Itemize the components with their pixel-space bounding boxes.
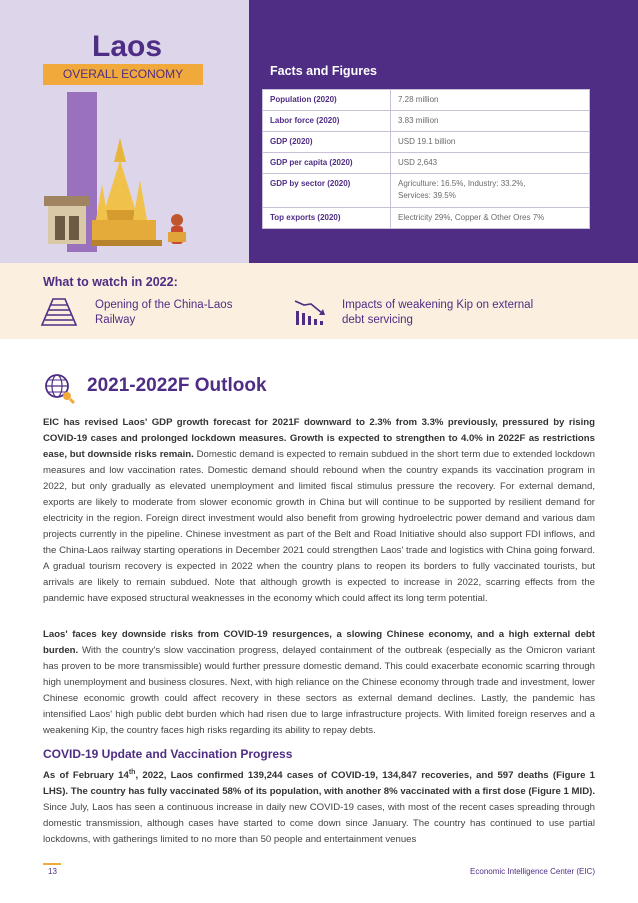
facts-title: Facts and Figures — [270, 64, 377, 78]
fact-label: Population (2020) — [263, 90, 391, 111]
watch-item-line: debt servicing — [342, 314, 413, 326]
facts-row — [263, 208, 590, 229]
paragraph-text: Domestic demand is expected to remain subdued in the short term due to extended lockdown measures and low vaccination rates. Domestic demand should rebound when the country expands its vaccination program in 2022, but only gradually as elevated unemployment and limited fiscal stimulus pressure the recovery. For external demand, exports are likely to moderate from slower economic growth in China but will continue to be supported by resilient demand for electricity in the region. Foreign direct investment would also benefit from growing hydroelectric power demand and various dam projects currently in the pipeline. Chinese investment as part of the Belt and Road Initiative should also support FDI inflows, and the China-Laos railway starting operations in December 2021 could strengthen Laos' trade and logistics with China going forward. A gradual tourism recovery is expected in 2022 when the country plans to reopen its borders to fully vaccinated tourists, but arrivals are likely to remain subdued. Note that although growth is expected to increase in 2022, scarring effects from the pandemic have exposed structural weaknesses in the economy which could affect its long term potential. — [43, 449, 596, 604]
declining-chart-icon — [292, 297, 330, 327]
paragraph-text: With the country's slow vaccination progress, delayed containment of the outbreak (especially as the Omicron variant has proven to be more transmissible) would further pressure domestic demand. This could exacerbate economic scarring through high unemployment and business closures. Next, with high reliance on the Chinese economy through trade and investment, lower Chinese economic growth could affect recovery in these sectors as external demand declines. Lastly, the pandemic has intensified Laos' high public debt burden which had risen due to large infrastructure projects. With limited foreign reserves and a weakening Kip, the country faces high risks regarding its ability to repay debts. — [43, 645, 595, 736]
watch-title: What to watch in 2022: — [43, 275, 178, 289]
facts-row — [263, 174, 590, 208]
that-luang-illustration — [40, 92, 200, 252]
fact-value: USD 2,643 — [391, 153, 590, 174]
fact-value: Agriculture: 16.5%, Industry: 33.2%, Services: 39.5% — [391, 174, 590, 208]
facts-row — [263, 132, 590, 153]
footer-organization: Economic Intelligence Center (EIC) — [470, 867, 595, 876]
fact-value: Electricity 29%, Copper & Other Ores 7% — [391, 208, 590, 229]
covid-paragraph — [43, 765, 595, 848]
footer-accent-line — [43, 863, 61, 865]
facts-row — [263, 153, 590, 174]
facts-row — [263, 111, 590, 132]
railway-icon — [40, 297, 78, 327]
paragraph-text: Since July, Laos has seen a continuous increase in daily new COVID-19 cases, with most of the recent cases spreading through domestic transmission, although cases have started to come down since January. The country has continued to use partial lockdowns, with gatherings limited to no more than 50 people and entertainment venues — [43, 802, 595, 846]
outlook-title: 2021-2022F Outlook — [87, 375, 267, 396]
fact-value: 7.28 million — [391, 90, 590, 111]
fact-value: 3.83 million — [391, 111, 590, 132]
outlook-paragraph-2 — [43, 627, 595, 739]
ordinal-suffix: th — [128, 769, 136, 776]
fact-label: GDP (2020) — [263, 132, 391, 153]
fact-value: USD 19.1 billion — [391, 132, 590, 153]
paragraph-lead: EIC has revised Laos' GDP growth forecast for 2021F downward to 2.3% from 3.3% previously, pressured by rising COVID-19 cases and prolonged lockdown measures. Growth is expected to strengthen to 4.0% in 2022F as restrictions ease, but downside risks remain. — [43, 417, 595, 460]
watch-item-kip — [342, 298, 533, 328]
section-tag: OVERALL ECONOMY — [43, 64, 203, 85]
facts-table — [262, 89, 590, 229]
watch-item-line: Opening of the China-Laos — [95, 299, 233, 311]
fact-label: GDP by sector (2020) — [263, 174, 391, 208]
fact-label: Top exports (2020) — [263, 208, 391, 229]
page-number: 13 — [48, 867, 57, 876]
fact-label: Labor force (2020) — [263, 111, 391, 132]
paragraph-lead: Laos' faces key downside risks from COVID-19 resurgences, a slowing Chinese economy, and a high external debt burden. — [43, 629, 595, 656]
watch-section — [0, 263, 638, 339]
watch-item-railway — [95, 298, 232, 328]
watch-item-line: Railway — [95, 314, 136, 326]
covid-heading: COVID-19 Update and Vaccination Progress — [43, 747, 293, 761]
globe-magnifier-icon — [43, 372, 75, 404]
fact-label: GDP per capita (2020) — [263, 153, 391, 174]
paragraph-lead: As of February 14 — [43, 770, 129, 782]
watch-item-line: Impacts of weakening Kip on external — [342, 299, 534, 311]
outlook-paragraph-1 — [43, 415, 595, 607]
facts-row — [263, 90, 590, 111]
paragraph-lead-cont: , 2022, Laos confirmed 139,244 cases of COVID-19, 134,847 recoveries, and 597 deaths (Figure 1 LHS). The country has fully vaccinated 58% of its population, with another 8% vaccinated with a first dose (Figure 1 MID). — [43, 770, 596, 798]
country-title: Laos — [92, 30, 163, 63]
